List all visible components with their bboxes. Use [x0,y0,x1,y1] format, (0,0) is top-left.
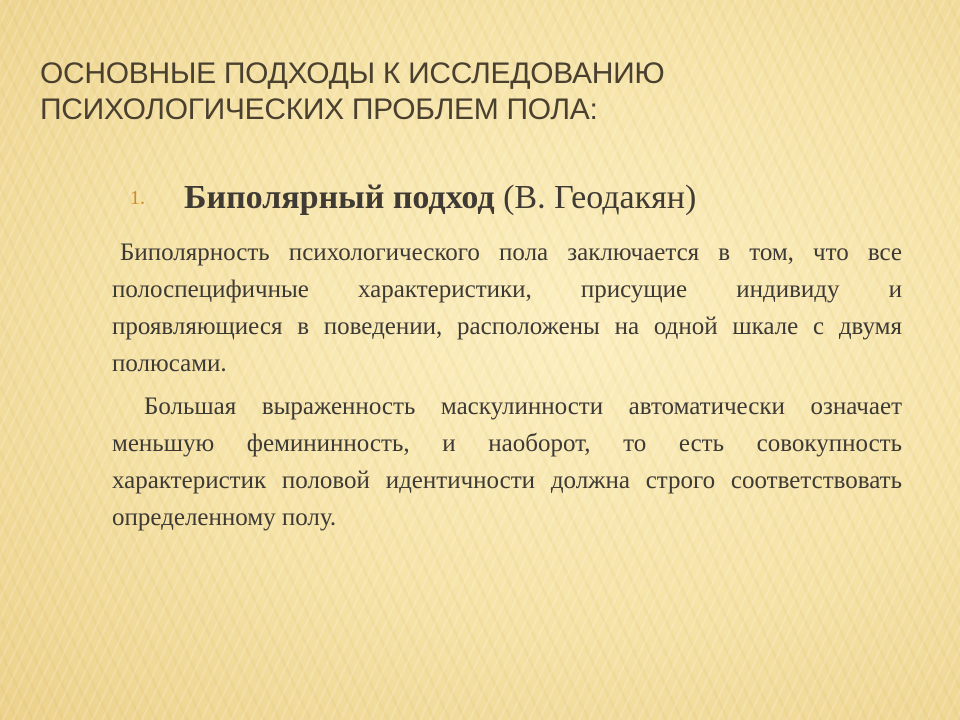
item-number: 1. [130,187,145,209]
paragraph-bipolarity: Биполярность психологического пола заключается в том, что все полоспецифичные характеристики, присущие индивиду и проявляющиеся в поведении, расположены на одной шкале с двумя полюсами. [112,239,902,377]
paragraph-masculinity: Большая выраженность маскулинности автоматически означает меньшую фемининность, и наоборот, то есть совокупность характеристик половой идентичности должна строго соответствовать определенному полу. [112,393,902,531]
item-bold-title: Биполярный подход [184,179,495,216]
slide-title: ОСНОВНЫЕ ПОДХОДЫ К ИССЛЕДОВАНИЮ ПСИХОЛОГИЧЕСКИХ ПРОБЛЕМ ПОЛА: [40,57,665,126]
item-author: (В. Геодакян) [494,179,697,216]
numbered-item-heading [112,176,902,220]
slide-content [112,176,902,542]
